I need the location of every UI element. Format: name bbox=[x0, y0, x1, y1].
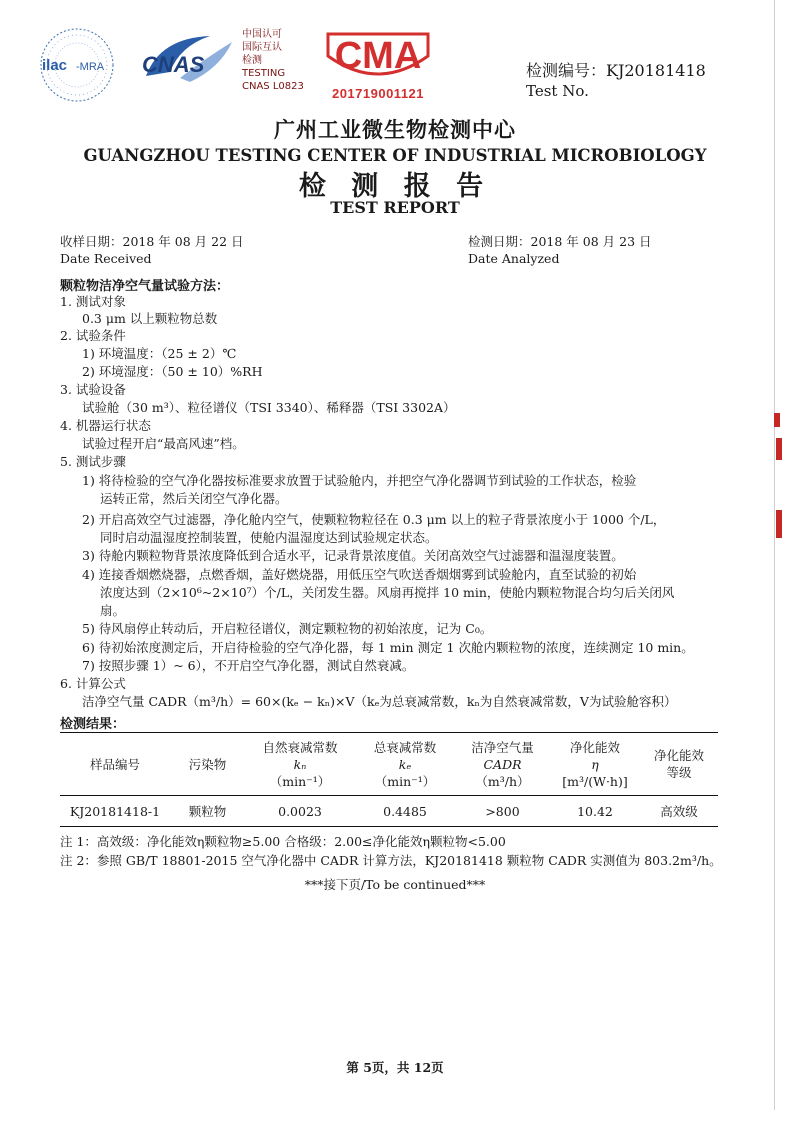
col-eta-unit: [m³/(W·h)] bbox=[562, 773, 628, 789]
svg-text:CMA: CMA bbox=[334, 35, 422, 77]
step-text: 5) 待风扇停止转动后，开启粒径谱仪，测定颗粒物的初始浓度，记为 C₀。 bbox=[82, 621, 493, 636]
center-title-cn: 广州工业微生物检测中心 bbox=[274, 117, 516, 142]
step-text: 2) 开启高效空气过滤器，净化舱内空气，使颗粒物粒径在 0.3 μm 以上的粒子背景浓度小于 1000 个/L， bbox=[82, 512, 666, 527]
step-text: 同时启动温湿度控制装置，使舱内温湿度达到试验规定状态。 bbox=[100, 530, 438, 545]
cell-ke: 0.4485 bbox=[383, 803, 427, 819]
step-text: 6) 待初始浓度测定后，开启待检验的空气净化器，每 1 min 测定 1 次舱内颗粒物的浓度，连续测定 10 min。 bbox=[82, 640, 694, 655]
cnas-logo bbox=[140, 32, 236, 86]
results-table bbox=[60, 732, 718, 827]
report-title-en: TEST REPORT bbox=[330, 198, 460, 217]
stamp-edge-mark bbox=[774, 413, 780, 427]
step-text: 扇。 bbox=[100, 603, 126, 618]
cell-kn: 0.0023 bbox=[278, 803, 322, 819]
cnas-line: CNAS L0823 bbox=[242, 81, 304, 92]
note-2: 注 2：参照 GB/T 18801-2015 空气净化器中 CADR 计算方法，KJ20181418 颗粒物 CADR 实测值为 803.2m³/h。 bbox=[60, 853, 722, 868]
continued-text: ***接下页/To be continued*** bbox=[304, 877, 486, 892]
stamp-edge-mark bbox=[776, 438, 782, 460]
col-eta-label: 净化能效 bbox=[569, 739, 620, 755]
col-cadr-symbol: CADR bbox=[483, 756, 522, 772]
col-cadr-label: 洁净空气量 bbox=[471, 739, 534, 755]
svg-text:ilac: ilac bbox=[42, 57, 68, 74]
section-title: 2. 试验条件 bbox=[60, 328, 126, 343]
col-pollutant: 污染物 bbox=[188, 756, 227, 772]
cnas-line: 国际互认 bbox=[242, 42, 282, 53]
step-text: 7) 按照步骤 1）~ 6），不开启空气净化器，测试自然衰减。 bbox=[82, 658, 415, 673]
col-ke-symbol: kₑ bbox=[398, 756, 412, 772]
test-no-label: Test No. bbox=[526, 82, 589, 100]
cnas-accreditation-text bbox=[242, 28, 304, 93]
cma-logo bbox=[322, 26, 434, 84]
cell-sample-no: KJ20181418-1 bbox=[69, 803, 161, 819]
stamp-edge-mark bbox=[776, 510, 782, 538]
col-ke-label: 总衰减常数 bbox=[373, 739, 437, 755]
method-title: 颗粒物洁净空气量试验方法： bbox=[60, 279, 230, 294]
section-title: 4. 机器运行状态 bbox=[60, 418, 151, 433]
col-ke-unit: （min⁻¹） bbox=[374, 773, 436, 789]
ilac-mra-logo bbox=[38, 26, 116, 104]
formula: 洁净空气量 CADR（m³/h）= 60×(kₑ − kₙ)×V（kₑ为总衰减常数，kₙ为自然衰减常数，V为试验舱容积） bbox=[82, 694, 677, 709]
report-title-cn: 检 测 报 告 bbox=[298, 171, 492, 202]
col-grade bbox=[640, 733, 718, 796]
cma-code: 201719001121 bbox=[331, 86, 425, 101]
date-analyzed-en: Date Analyzed bbox=[468, 251, 560, 266]
method-text: 1) 环境温度：（25 ± 2）℃ bbox=[82, 346, 237, 361]
results-title: 检测结果： bbox=[60, 717, 126, 732]
col-cadr bbox=[455, 733, 550, 796]
col-sample-no: 样品编号 bbox=[89, 756, 140, 772]
step-text: 3) 待舱内颗粒物背景浓度降低到合适水平，记录背景浓度值。关闭高效空气过滤器和温湿度装置。 bbox=[82, 548, 624, 563]
section-title: 6. 计算公式 bbox=[60, 676, 126, 691]
cell-eta: 10.42 bbox=[577, 803, 613, 819]
cnas-line: TESTING bbox=[242, 68, 286, 79]
cell-grade: 高效级 bbox=[660, 804, 698, 819]
section-title: 1. 测试对象 bbox=[60, 294, 126, 309]
svg-text:-MRA: -MRA bbox=[76, 61, 105, 73]
date-received bbox=[60, 233, 244, 267]
step-text: 运转正常，然后关闭空气净化器。 bbox=[100, 491, 288, 506]
step-text: 浓度达到（2×10⁶~2×10⁷）个/L，关闭发生器。风扇再搅拌 10 min，使舱内颗粒物混合均匀后关闭风 bbox=[100, 585, 675, 600]
col-eta bbox=[550, 733, 640, 796]
cell-cadr: >800 bbox=[485, 803, 520, 819]
date-received-cn: 收样日期：2018 年 08 月 22 日 bbox=[60, 234, 244, 249]
step-text: 1) 将待检验的空气净化器按标准要求放置于试验舱内，并把空气净化器调节到试验的工作状态，检验 bbox=[82, 473, 637, 488]
col-ke bbox=[355, 733, 455, 796]
col-cadr-unit: （m³/h） bbox=[475, 773, 530, 789]
cnas-line: 检测 bbox=[242, 55, 262, 66]
section-title: 5. 测试步骤 bbox=[60, 454, 126, 469]
date-analyzed bbox=[468, 233, 652, 267]
table-header-row bbox=[60, 733, 718, 796]
center-title-en: GUANGZHOU TESTING CENTER OF INDUSTRIAL MICROBIOLOGY bbox=[83, 146, 707, 165]
col-grade-label: 净化能效 bbox=[653, 748, 704, 763]
cnas-line: 中国认可 bbox=[242, 29, 282, 40]
date-analyzed-cn: 检测日期：2018 年 08 月 23 日 bbox=[468, 234, 652, 249]
report-number: 检测编号：KJ20181418 bbox=[526, 61, 706, 80]
date-received-en: Date Received bbox=[60, 251, 152, 266]
col-kn bbox=[245, 733, 355, 796]
table-row bbox=[60, 796, 718, 827]
note-1: 注 1：高效级：净化能效η颗粒物≥5.00 合格级：2.00≤净化能效η颗粒物<5.00 bbox=[60, 834, 506, 849]
method-text: 2) 环境湿度：（50 ± 10）%RH bbox=[82, 364, 263, 379]
cell-pollutant: 颗粒物 bbox=[188, 804, 227, 819]
col-kn-unit: （min⁻¹） bbox=[269, 773, 331, 789]
method-text: 试验过程开启“最高风速”档。 bbox=[82, 436, 245, 451]
col-grade-label: 等级 bbox=[666, 765, 692, 780]
col-eta-symbol: η bbox=[591, 756, 599, 772]
method-text: 试验舱（30 m³）、粒径谱仪（TSI 3340）、稀释器（TSI 3302A） bbox=[82, 400, 456, 415]
method-text: 0.3 μm 以上颗粒物总数 bbox=[82, 311, 218, 326]
page-number: 第 5页，共 12页 bbox=[346, 1060, 444, 1075]
step-text: 4) 连接香烟燃烧器，点燃香烟，盖好燃烧器，用低压空气吹送香烟烟雾到试验舱内，直至试验的初始 bbox=[82, 567, 637, 582]
col-kn-label: 自然衰减常数 bbox=[262, 739, 338, 755]
section-title: 3. 试验设备 bbox=[60, 382, 126, 397]
col-kn-symbol: kₙ bbox=[293, 756, 307, 772]
svg-text:CNAS: CNAS bbox=[142, 52, 205, 77]
